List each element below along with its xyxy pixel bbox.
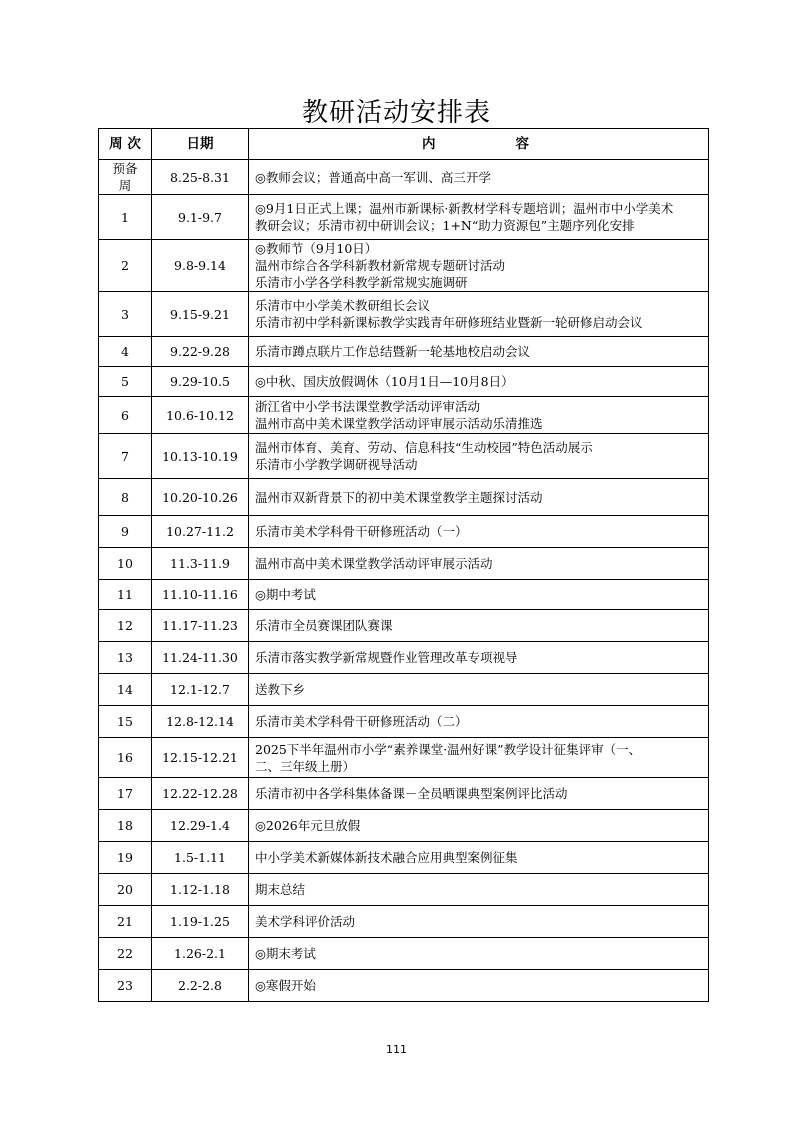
- table-row: [99, 610, 709, 642]
- row-date: 9.1-9.7: [152, 195, 249, 240]
- row-content: [249, 842, 709, 874]
- content-line: ◎教师会议；普通高中高一军训、高三开学: [255, 169, 491, 185]
- row-date: 8.25-8.31: [152, 160, 249, 195]
- row-date: 1.12-1.18: [152, 874, 249, 906]
- table-row: [99, 706, 709, 738]
- content-line: ◎2026年元旦放假: [255, 818, 361, 833]
- table-row: [99, 778, 709, 810]
- table-row: [99, 938, 709, 970]
- table-row: [99, 292, 709, 337]
- table-row: [99, 810, 709, 842]
- table-row: [99, 674, 709, 706]
- row-week: 3: [99, 292, 152, 337]
- header-week: 周 次: [99, 129, 152, 160]
- content-line: ◎教师节（9月10日）: [255, 241, 378, 256]
- row-content: [249, 240, 709, 292]
- row-content: [249, 337, 709, 367]
- row-week: 17: [99, 778, 152, 810]
- row-week: 5: [99, 367, 152, 397]
- row-content: [249, 367, 709, 397]
- table-row: [99, 842, 709, 874]
- row-date: 1.5-1.11: [152, 842, 249, 874]
- row-date: 1.19-1.25: [152, 906, 249, 938]
- table-row: [99, 434, 709, 479]
- row-week: 7: [99, 434, 152, 479]
- content-line: 乐清市美术学科骨干研修班活动（二）: [255, 714, 468, 729]
- header-date: 日期: [152, 129, 249, 160]
- row-date: 9.29-10.5: [152, 367, 249, 397]
- content-line: 期末总结: [255, 882, 306, 897]
- row-content: [249, 397, 709, 434]
- row-content: [249, 778, 709, 810]
- content-line: 乐清市初中学科新课标教学实践青年研修班结业暨新一轮研修启动会议: [255, 315, 643, 330]
- row-week: 4: [99, 337, 152, 367]
- row-content: [249, 970, 709, 1002]
- content-line: 教研会议；乐清市初中研训会议；1+N“助力资源包”主题序列化安排: [255, 218, 635, 233]
- row-week: 21: [99, 906, 152, 938]
- content-line: 浙江省中小学书法课堂教学活动评审活动: [255, 399, 481, 414]
- row-date: 12.8-12.14: [152, 706, 249, 738]
- row-date: 9.22-9.28: [152, 337, 249, 367]
- schedule-table: [98, 128, 709, 1002]
- row-content: [249, 674, 709, 706]
- row-week: 2: [99, 240, 152, 292]
- row-date: 9.15-9.21: [152, 292, 249, 337]
- row-date: 11.3-11.9: [152, 548, 249, 580]
- content-line: 二、三年级上册）: [255, 758, 356, 774]
- content-line: 温州市高中美术课堂教学活动评审展示活动乐清推选: [255, 416, 543, 431]
- row-date: 10.27-11.2: [152, 516, 249, 548]
- content-line: 温州市体育、美育、劳动、信息科技“生动校园”特色活动展示: [255, 440, 593, 455]
- row-content: [249, 516, 709, 548]
- row-week: 18: [99, 810, 152, 842]
- table-row: [99, 516, 709, 548]
- content-line: 温州市高中美术课堂教学活动评审展示活动: [255, 556, 493, 571]
- header-content: 内容: [249, 129, 709, 160]
- content-line: 2025下半年温州市小学“素养课堂·温州好课”教学设计征集评审（一、: [255, 741, 642, 757]
- row-content: [249, 479, 709, 516]
- content-line: ◎期末考试: [255, 946, 316, 961]
- content-line: 乐清市小学教学调研视导活动: [255, 457, 418, 472]
- page-title: 教研活动安排表: [301, 98, 491, 128]
- row-content: [249, 738, 709, 778]
- row-week: 15: [99, 706, 152, 738]
- row-date: 1.26-2.1: [152, 938, 249, 970]
- row-date: 12.1-12.7: [152, 674, 249, 706]
- table-row: [99, 548, 709, 580]
- row-content: [249, 434, 709, 479]
- table-row: [99, 195, 709, 240]
- row-week: 23: [99, 970, 152, 1002]
- content-line: 乐清市蹲点联片工作总结暨新一轮基地校启动会议: [255, 344, 531, 359]
- row-date: 11.17-11.23: [152, 610, 249, 642]
- row-content: [249, 292, 709, 337]
- content-line: ◎期中考试: [255, 587, 316, 602]
- row-content: [249, 610, 709, 642]
- table-row: [99, 240, 709, 292]
- row-week: 6: [99, 397, 152, 434]
- content-line: 乐清市全员赛课团队赛课: [255, 618, 393, 633]
- table-row: [99, 479, 709, 516]
- row-content: [249, 906, 709, 938]
- row-week: 19: [99, 842, 152, 874]
- row-week: 预备周: [99, 160, 152, 195]
- table-row: [99, 970, 709, 1002]
- row-week: 12: [99, 610, 152, 642]
- row-date: 9.8-9.14: [152, 240, 249, 292]
- row-date: 12.15-12.21: [152, 738, 249, 778]
- content-line: 温州市双新背景下的初中美术课堂教学主题探讨活动: [255, 489, 543, 505]
- table-row: [99, 160, 709, 195]
- row-week: 11: [99, 580, 152, 610]
- row-week: 20: [99, 874, 152, 906]
- row-content: [249, 195, 709, 240]
- row-week: 8: [99, 479, 152, 516]
- table-row: [99, 642, 709, 674]
- table-row: [99, 367, 709, 397]
- content-line: 温州市综合各学科新教材新常规专题研讨活动: [255, 258, 506, 273]
- row-week: 10: [99, 548, 152, 580]
- content-line: ◎寒假开始: [255, 978, 316, 993]
- row-date: 12.29-1.4: [152, 810, 249, 842]
- row-content: [249, 874, 709, 906]
- row-week: 9: [99, 516, 152, 548]
- row-week: 14: [99, 674, 152, 706]
- page-number: 111: [386, 1043, 407, 1056]
- content-line: 乐清市美术学科骨干研修班活动（一）: [255, 524, 468, 539]
- row-content: [249, 810, 709, 842]
- content-line: 乐清市小学各学科教学新常规实施调研: [255, 275, 468, 290]
- content-line: 中小学美术新媒体新技术融合应用典型案例征集: [255, 850, 518, 865]
- table-row: [99, 580, 709, 610]
- row-date: 12.22-12.28: [152, 778, 249, 810]
- row-content: [249, 938, 709, 970]
- row-content: [249, 580, 709, 610]
- content-line: 美术学科评价活动: [255, 914, 356, 929]
- table-row: [99, 738, 709, 778]
- row-date: 10.20-10.26: [152, 479, 249, 516]
- row-content: [249, 548, 709, 580]
- row-content: [249, 706, 709, 738]
- content-line: ◎9月1日正式上课；温州市新课标·新教材学科专题培训；温州市中小学美术: [255, 201, 674, 216]
- row-date: 10.6-10.12: [152, 397, 249, 434]
- row-date: 2.2-2.8: [152, 970, 249, 1002]
- row-week: 22: [99, 938, 152, 970]
- table-header-row: [99, 129, 709, 160]
- row-week: 16: [99, 738, 152, 778]
- content-line: 送教下乡: [255, 682, 306, 697]
- row-week: 1: [99, 195, 152, 240]
- content-line: 乐清市落实教学新常规暨作业管理改革专项视导: [255, 650, 518, 665]
- table-row: [99, 874, 709, 906]
- table-row: [99, 397, 709, 434]
- content-line: 乐清市中小学美术教研组长会议: [255, 298, 431, 313]
- content-line: 乐清市初中各学科集体备课－全员晒课典型案例评比活动: [255, 786, 568, 801]
- row-date: 11.24-11.30: [152, 642, 249, 674]
- table-body: [99, 160, 709, 1002]
- row-date: 11.10-11.16: [152, 580, 249, 610]
- row-week: 13: [99, 642, 152, 674]
- row-date: 10.13-10.19: [152, 434, 249, 479]
- content-line: ◎中秋、国庆放假调休（10月1日—10月8日）: [255, 374, 514, 389]
- table-row: [99, 337, 709, 367]
- table-row: [99, 906, 709, 938]
- row-content: [249, 160, 709, 195]
- row-content: [249, 642, 709, 674]
